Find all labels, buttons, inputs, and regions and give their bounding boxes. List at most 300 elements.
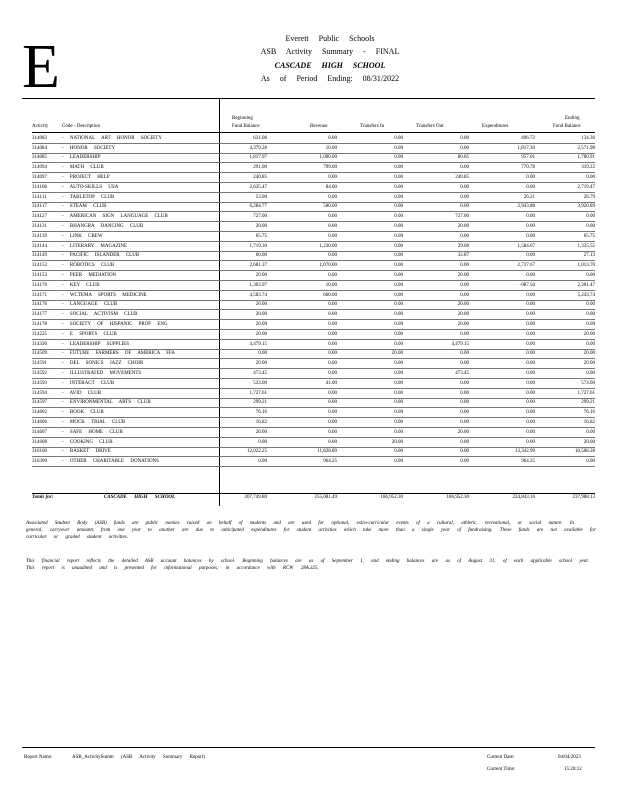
row-beginning: 65.75 [255,233,267,239]
table-row [32,134,595,143]
row-transfers-out: 4,479.15 [451,341,469,347]
row-revenue: 10.00 [325,282,337,288]
row-description: - SOCIAL ACTIVISM CLUB [62,312,138,318]
row-revenue: 0.00 [328,175,337,181]
table-row [32,163,595,173]
row-expenditures: 0.00 [526,351,535,357]
row-expenditures: 0.00 [526,224,535,230]
row-beginning: 533.00 [253,380,267,386]
row-description: - SOCIETY OF HISPANIC PROF ENG [62,322,168,328]
row-revenue: 0.00 [328,253,337,259]
footer-date-label: Current Date: [487,755,515,760]
row-activity: 314083 [32,135,47,141]
row-transfers-in: 0.00 [394,243,403,249]
header-rule [22,98,595,99]
row-revenue: 0.00 [328,439,337,445]
row-beginning: 727.00 [253,214,267,220]
row-activity: 314178 [32,322,47,328]
activity-table [32,134,595,467]
row-expenditures: 0.00 [526,214,535,220]
row-expenditures: 964.25 [521,459,535,465]
row-transfers-out: 0.00 [460,194,469,200]
totals-label: Totals for: [32,495,54,500]
row-transfers-out: 20.00 [457,312,469,318]
table-row [32,418,595,428]
row-activity: 314330 [32,341,47,347]
row-beginning: 16.82 [255,420,267,425]
row-beginning: 53.00 [255,194,267,200]
column-header-rule [32,132,595,133]
row-expenditures: 0.00 [526,302,535,308]
row-beginning: 20.00 [255,224,267,230]
row-expenditures: 0.00 [526,341,535,347]
row-activity: 314152 [32,263,47,269]
col-expenditures: Expenditures [482,124,509,129]
row-transfers-out: 20.00 [457,224,469,230]
row-transfers-in: 0.00 [394,420,403,425]
row-ending: 0.00 [586,224,595,230]
row-description: - AUTO-SKILLS USA [62,184,119,190]
row-beginning: 20.00 [255,429,267,435]
row-expenditures: 26.21 [523,194,535,200]
row-ending: 1,780.91 [577,155,595,161]
row-beginning: 1,303.97 [249,282,267,288]
table-row [32,310,595,320]
row-activity: 314131 [32,224,47,230]
row-revenue: 0.00 [328,273,337,279]
row-expenditures: -987.50 [519,282,535,288]
table-row [32,280,595,290]
row-ending: 319.22 [581,165,595,171]
row-transfers-in: 0.00 [394,175,403,181]
row-revenue: 11,828.89 [317,449,337,455]
row-revenue: 0.00 [328,400,337,406]
row-ending: 2,719.47 [577,184,595,190]
row-transfers-in: 0.00 [394,184,403,190]
row-beginning: 20.00 [255,322,267,328]
row-activity: 314602 [32,410,47,416]
table-row [32,271,595,281]
row-ending: 16.82 [583,420,595,425]
row-activity: 314607 [32,429,47,435]
row-expenditures: 0.00 [526,253,535,259]
row-ending: 27.13 [583,253,595,259]
row-revenue: 0.00 [328,233,337,239]
row-expenditures: 957.01 [521,155,535,161]
row-description: - HONOR SOCIETY [62,145,116,151]
table-row [32,251,595,261]
row-revenue: 1,230.00 [319,243,337,249]
row-transfers-out: 0.00 [460,292,469,298]
row-expenditures: 0.00 [526,331,535,337]
row-transfers-in: 0.00 [394,273,403,279]
row-activity: 314608 [32,439,47,445]
row-expenditures: 0.00 [526,184,535,190]
table-row [32,231,595,241]
row-expenditures: 0.00 [526,410,535,416]
row-transfers-out: 0.00 [460,449,469,455]
row-description: - LANGUAGE CLUB [62,302,118,308]
total-ending: 237,988.13 [572,495,595,500]
row-transfers-out: 473.45 [455,371,469,377]
row-expenditures: 496.72 [521,135,535,141]
period-ending: As of Period Ending: 08/31/2022 [260,74,400,83]
table-row [32,329,595,339]
total-transfers-out: 186,952.30 [446,495,469,500]
row-revenue: 0.00 [328,135,337,141]
totals-rule [32,493,595,494]
row-activity: 314127 [32,214,47,220]
row-revenue: 0.00 [328,361,337,367]
row-expenditures: 0.00 [526,312,535,318]
row-activity: 314149 [32,253,47,259]
col-revenue: Revenue [310,124,328,129]
row-expenditures: 0.00 [526,322,535,328]
row-revenue: 0.00 [328,429,337,435]
row-ending: 10,508.28 [575,449,595,455]
row-transfers-out: 0.00 [460,351,469,357]
school-name: CASCADE HIGH SCHOOL [274,61,386,70]
footer-date: 04/04/2023 [558,755,581,760]
row-description: - PEER MEDIATION [62,273,117,279]
row-description: - OTHER CHARITABLE DONATIONS [62,459,159,465]
row-expenditures: 0.00 [526,439,535,445]
col-ending-fund-balance: Fund Balance [553,124,581,129]
table-row [32,339,595,349]
row-description: - ROBOTICS CLUB [62,263,115,269]
row-transfers-in: 0.00 [394,341,403,347]
row-activity: 314176 [32,302,47,308]
row-transfers-in: 0.00 [394,233,403,239]
row-revenue: 10.00 [325,145,337,151]
row-revenue: 0.00 [328,390,337,396]
row-revenue: 1,070.00 [319,263,337,269]
row-expenditures: 0.00 [526,400,535,406]
footer-rule [22,747,595,748]
row-transfers-in: 0.00 [394,135,403,141]
row-transfers-in: 0.00 [394,390,403,396]
row-ending: 0.00 [586,459,595,465]
row-transfers-in: 0.00 [394,194,403,200]
row-transfers-in: 0.00 [394,331,403,337]
total-transfers-in: 186,952.30 [380,495,403,500]
table-row [32,427,595,437]
row-description: - BOOK CLUB [62,410,104,416]
table-row [32,212,595,222]
row-transfers-in: 0.00 [394,400,403,406]
totals-row [32,495,595,500]
row-beginning: 631.08 [253,135,267,141]
row-transfers-in: 0.00 [394,282,403,288]
row-activity: 314177 [32,312,47,318]
table-row [32,447,595,457]
row-transfers-in: 0.00 [394,361,403,367]
row-transfers-out: 0.00 [460,145,469,151]
row-ending: 574.00 [581,380,595,386]
row-beginning: 6,284.77 [249,204,267,210]
row-transfers-out: 0.00 [460,390,469,396]
footer-time-label: Current Time: [487,767,516,772]
row-transfers-out: 0.00 [460,282,469,288]
row-activity: 314153 [32,273,47,279]
total-revenue: 255,081.49 [314,495,337,500]
row-ending: 0.00 [586,175,595,181]
row-beginning: 20.00 [255,273,267,279]
table-row [32,241,595,251]
col-code-description: Code - Description [62,124,101,129]
table-row [32,349,595,359]
row-ending: 3,920.89 [577,204,595,210]
row-description: - MOCK TRIAL CLUB [62,420,126,425]
row-transfers-out: 20.00 [457,429,469,435]
row-expenditures: 0.00 [526,175,535,181]
row-transfers-out: 240.85 [455,175,469,181]
table-row [32,290,595,300]
table-row [32,408,595,418]
row-description: - MATH CLUB [62,165,104,171]
row-transfers-out: 80.05 [457,155,469,161]
report-title: ASB Activity Summary - FINAL [260,47,400,56]
row-ending: 0.00 [586,341,595,347]
row-activity: 314170 [32,282,47,288]
row-transfers-out: 20.00 [457,273,469,279]
row-expenditures: 1,584.67 [517,243,535,249]
row-description: - SAFE HOME CLUB [62,429,123,435]
row-transfers-in: 0.00 [394,145,403,151]
row-expenditures: 0.00 [526,390,535,396]
row-ending: 299.21 [581,400,595,406]
row-beginning: 1,719.30 [249,243,267,249]
table-row [32,320,595,330]
row-expenditures: 0.00 [526,380,535,386]
row-revenue: 0.00 [328,322,337,328]
row-transfers-out: 0.00 [460,233,469,239]
table-row [32,202,595,212]
row-ending: 1,727.61 [577,390,595,396]
row-ending: 1,013.70 [577,263,595,269]
row-revenue: 0.00 [328,312,337,318]
row-beginning: 299.21 [253,400,267,406]
note-asb-funds: Associated Student Body (ASB) funds are public monies raised on behalf of students and are used for optional, extra-curricular events of a cultural, athletic, recreational, or social nature. In general, carryover amounts from one year to another are due to anticipated expenditures for student activities which take more than a single year of fundraising. These funds are not available for curricular or graded student activities. [26,521,596,540]
row-expenditures: 0.00 [526,233,535,239]
row-beginning: 20.00 [255,312,267,318]
row-revenue: 799.00 [323,165,337,171]
row-activity: 316100 [32,449,47,455]
row-activity: 314225 [32,331,47,337]
row-activity: 314591 [32,361,47,367]
row-revenue: 0.00 [328,302,337,308]
row-expenditures: 0.00 [526,273,535,279]
total-expenditures: 224,843.16 [512,495,535,500]
row-description: - WCTEMA SPORTS MEDICINE [62,292,147,298]
table-row [32,378,595,388]
row-description: - E SPORTS CLUB [62,331,117,337]
row-ending: 20.00 [583,331,595,337]
table-row [32,369,595,379]
row-transfers-out: 0.00 [460,184,469,190]
row-revenue: 41.00 [325,380,337,386]
row-description: - BASKET DRIVE [62,449,111,455]
table-row [32,261,595,271]
row-beginning: 473.45 [253,371,267,377]
row-transfers-in: 0.00 [394,204,403,210]
col-transfers-out: Transfers Out [416,124,444,129]
row-transfers-out: 0.00 [460,439,469,445]
row-expenditures: 0.00 [526,420,535,425]
row-transfers-in: 0.00 [394,371,403,377]
row-ending: 0.00 [586,312,595,318]
row-beginning: 1,727.61 [249,390,267,396]
row-revenue: 0.00 [328,194,337,200]
row-ending: 5,243.74 [577,292,595,298]
row-transfers-in: 0.00 [394,224,403,230]
row-ending: 0.00 [586,322,595,328]
row-beginning: 4,583.74 [249,292,267,298]
row-beginning: 20.00 [255,302,267,308]
row-revenue: 0.00 [328,341,337,347]
row-transfers-out: 0.00 [460,400,469,406]
row-description: - COOKING CLUB [62,439,113,445]
row-beginning: 0.00 [258,439,267,445]
row-transfers-in: 0.00 [394,322,403,328]
row-transfers-out: 20.00 [457,322,469,328]
col-transfers-in: Transfers In [360,124,385,129]
row-description: - TABLETOP CLUB [62,194,115,200]
row-activity: 314509 [32,351,47,357]
row-activity: 314097 [32,175,47,181]
row-transfers-in: 0.00 [394,380,403,386]
row-activity: 314117 [32,204,47,210]
row-ending: 20.00 [583,361,595,367]
row-ending: 20.00 [583,439,595,445]
row-beginning: 20.00 [255,331,267,337]
row-transfers-in: 0.00 [394,302,403,308]
row-beginning: 0.00 [258,351,267,357]
col-beginning: Beginning [232,116,253,121]
row-activity: 314139 [32,233,47,239]
table-row [32,182,595,192]
row-transfers-in: 20.00 [391,439,403,445]
table-row [32,300,595,310]
row-ending: 0.00 [586,273,595,279]
row-beginning: 0.00 [258,459,267,465]
row-revenue: 0.00 [328,351,337,357]
row-ending: 2,571.98 [577,145,595,151]
row-description: - AVID CLUB [62,390,102,396]
table-row [32,173,595,183]
row-description: - STEAM CLUB [62,204,107,210]
row-activity: 314111 [32,194,47,200]
row-revenue: 660.00 [323,292,337,298]
row-description: - AMERICAN SIGN LANGUAGE CLUB [62,214,168,220]
table-row [32,143,595,153]
row-description: - BHANGRA DANCING CLUB [62,224,144,230]
row-activity: 314593 [32,380,47,386]
total-beginning: 207,749.80 [244,495,267,500]
table-row [32,398,595,408]
row-beginning: 240.85 [253,175,267,181]
row-transfers-out: 0.00 [460,380,469,386]
report-letter: E [22,33,60,101]
row-transfers-in: 0.00 [394,253,403,259]
row-beginning: 2,681.37 [249,263,267,269]
table-row [32,359,595,369]
row-transfers-in: 0.00 [394,429,403,435]
row-description: - PROJECT HELP [62,175,110,181]
row-description: - INTERACT CLUB [62,380,115,386]
row-ending: 0.00 [586,371,595,377]
row-transfers-in: 0.00 [394,459,403,465]
table-row [32,457,595,467]
row-activity: 314592 [32,371,47,377]
row-transfers-in: 20.00 [391,351,403,357]
table-row [32,192,595,202]
row-transfers-out: 0.00 [460,410,469,416]
row-expenditures: 770.78 [521,165,535,171]
row-expenditures: 2,943.88 [517,204,535,210]
row-revenue: 0.00 [328,371,337,377]
footer-time: 15:20:12 [564,767,582,772]
row-transfers-out: 32.87 [457,253,469,259]
row-revenue: 0.00 [328,410,337,416]
row-transfers-in: 0.00 [394,165,403,171]
note-report-scope: This financial report reflects the detailed ASB account balances by school. Beginning balances are as of September 1, and ending balances are as of August 31, of each applicable school year. This report is unaudited and is presented for informational purposes, in accordance with RCW 28A.325. [26,559,589,571]
row-expenditures: 0.00 [526,371,535,377]
row-expenditures: 0.00 [526,292,535,298]
col-activity: Activity [32,124,49,129]
row-transfers-out: 0.00 [460,263,469,269]
row-transfers-out: 20.00 [457,302,469,308]
row-transfers-out: 0.00 [460,204,469,210]
table-row [32,153,595,163]
row-expenditures: 13,342.99 [515,449,535,455]
row-ending: 134.36 [581,135,595,141]
row-ending: 2,301.47 [577,282,595,288]
row-description: - ENVIRONMENTAL ARTS CLUB [62,400,151,406]
col-beginning-fund-balance: Fund Balance [232,124,260,129]
row-ending: 20.00 [583,351,595,357]
row-activity: 314606 [32,420,47,425]
row-beginning: 4,479.15 [249,341,267,347]
row-activity: 314085 [32,155,47,161]
row-revenue: 580.00 [323,204,337,210]
row-description: - ILLUSTRATED MOVEMENTS [62,371,142,377]
row-transfers-out: 0.00 [460,420,469,425]
row-beginning: 2,635.47 [249,184,267,190]
row-ending: 26.79 [583,194,595,200]
table-row [32,437,595,447]
district-name: Everett Public Schools [285,34,375,43]
row-ending: 1,335.55 [577,243,595,249]
row-transfers-out: 727.00 [455,214,469,220]
row-activity: 314594 [32,390,47,396]
row-activity: 314108 [32,184,47,190]
row-expenditures: 0.00 [526,429,535,435]
row-beginning: 20.00 [255,361,267,367]
row-transfers-out: 29.08 [457,243,469,249]
row-beginning: 291.00 [253,165,267,171]
row-description: - LINK CREW [62,233,103,239]
row-transfers-in: 0.00 [394,214,403,220]
row-description: - DEL SONICS JAZZ CHOIR [62,361,144,367]
row-beginning: 76.16 [255,410,267,416]
row-ending: 0.00 [586,302,595,308]
row-beginning: 1,817.97 [249,155,267,161]
row-activity: 314597 [32,400,47,406]
row-description: - NATIONAL ART HONOR SOCIETY [62,135,162,141]
row-revenue: 84.00 [325,184,337,190]
row-transfers-in: 0.00 [394,410,403,416]
